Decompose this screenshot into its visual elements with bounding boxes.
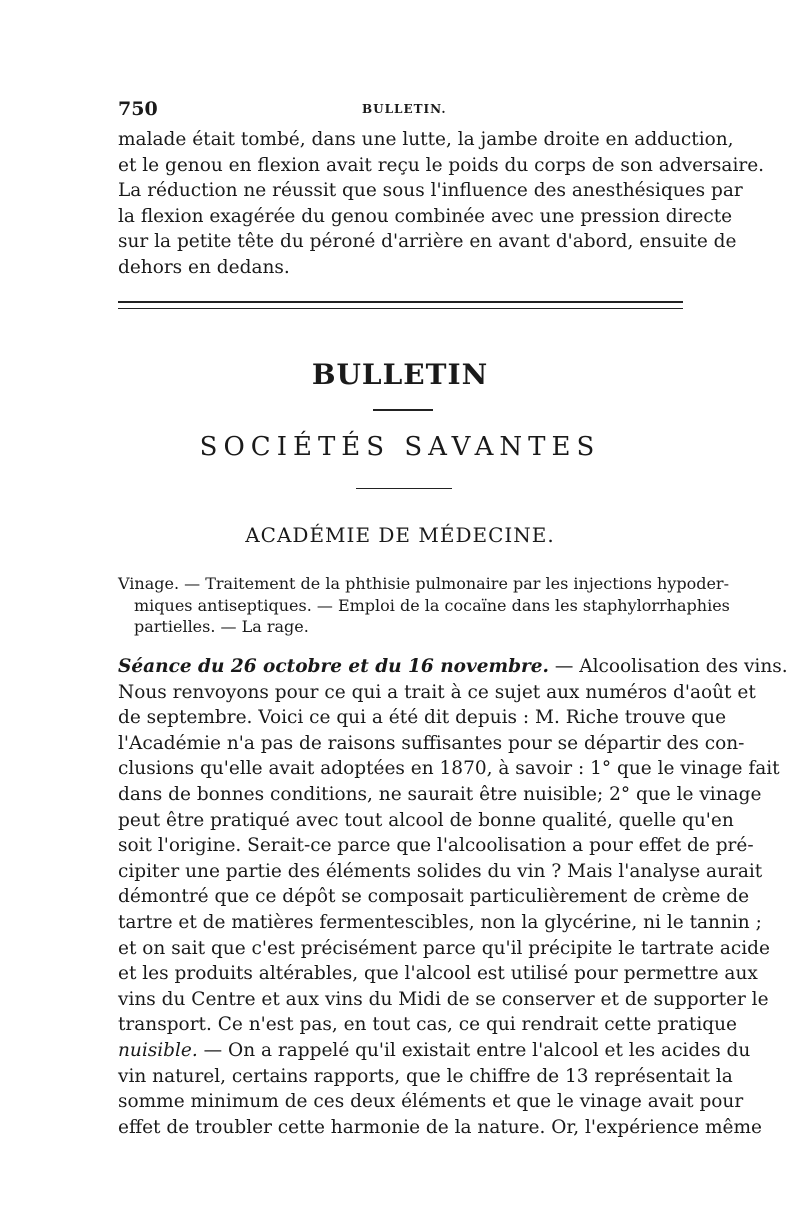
text-line: effet de troubler cette harmonie de la nature. Or, l'expérience même — [118, 1116, 762, 1138]
summary-block — [118, 573, 730, 638]
running-head: BULLETIN. — [362, 102, 447, 116]
page-number: 750 — [118, 98, 158, 120]
text-line: et le genou en flexion avait reçu le poids du corps de son adversaire. — [118, 154, 765, 176]
body-paragraph — [118, 654, 788, 1140]
text-line: tartre et de matières fermentescibles, non la glycérine, ni le tannin ; — [118, 911, 762, 933]
section-title: BULLETIN — [311, 358, 489, 391]
summary-line: Vinage. — Traitement de la phthisie pulmonaire par les injections hypoder- — [118, 574, 729, 593]
academy-heading: ACADÉMIE DE MÉDECINE. — [245, 523, 555, 547]
text-line: et on sait que c'est précisément parce qu'il précipite le tartrate acide — [118, 937, 770, 959]
text-line: sur la petite tête du péroné d'arrière en avant d'abord, ensuite de — [118, 231, 737, 253]
text-line — [118, 1038, 751, 1064]
page-header — [118, 96, 688, 122]
text-line: démontré que ce dépôt se composait particulièrement de crème de — [118, 886, 750, 908]
text-line: peut être pratiqué avec tout alcool de bonne qualité, quelle qu'en — [118, 809, 734, 831]
summary-line: partielles. — La rage. — [134, 617, 309, 636]
double-rule-top — [118, 301, 683, 303]
double-rule-bottom — [118, 308, 683, 309]
text-line: Nous renvoyons pour ce qui a trait à ce sujet aux numéros d'août et — [118, 681, 756, 703]
intro-paragraph — [118, 127, 765, 281]
text-line: vins du Centre et aux vins du Midi de se conserver et de supporter le — [118, 988, 769, 1010]
title-rule — [373, 409, 433, 411]
text-segment: — On a rappelé qu'il existait entre l'alcool et les acides du — [203, 1039, 751, 1061]
text-line: dehors en dedans. — [118, 256, 290, 278]
text-line: dans de bonnes conditions, ne saurait être nuisible; 2° que le vinage — [118, 783, 762, 805]
text-line: cipiter une partie des éléments solides du vin ? Mais l'analyse aurait — [118, 860, 763, 882]
italic-word: nuisible. — [118, 1039, 198, 1061]
summary-line: miques antiseptiques. — Emploi de la cocaïne dans les staphylorrhaphies — [134, 595, 730, 615]
text-line: et les produits altérables, que l'alcool est utilisé pour permettre aux — [118, 963, 758, 985]
topic-heading: — Alcoolisation des vins. — [554, 656, 788, 677]
text-line: la flexion exagérée du genou combinée avec une pression directe — [118, 205, 733, 227]
text-line: de septembre. Voici ce qui a été dit depuis : M. Riche trouve que — [118, 707, 727, 729]
text-line — [118, 654, 788, 680]
text-line: somme minimum de ces deux éléments et que le vinage avait pour — [118, 1091, 744, 1113]
section-subtitle: SOCIÉTÉS SAVANTES — [199, 432, 601, 462]
text-line: clusions qu'elle avait adoptées en 1870, à savoir : 1° que le vinage fait — [118, 758, 780, 780]
text-line: La réduction ne réussit que sous l'influence des anesthésiques par — [118, 180, 743, 202]
text-line: l'Académie n'a pas de raisons suffisantes pour se départir des con- — [118, 732, 745, 754]
text-line: malade était tombé, dans une lutte, la jambe droite en adduction, — [118, 129, 734, 150]
text-line: soit l'origine. Serait-ce parce que l'alcoolisation a pour effet de pré- — [118, 835, 754, 857]
text-line: transport. Ce n'est pas, en tout cas, ce qui rendrait cette pratique — [118, 1014, 737, 1036]
text-line: vin naturel, certains rapports, que le chiffre de 13 représentait la — [118, 1065, 733, 1087]
subtitle-rule — [356, 488, 452, 489]
session-label: Séance du 26 octobre et du 16 novembre. — [118, 656, 549, 677]
